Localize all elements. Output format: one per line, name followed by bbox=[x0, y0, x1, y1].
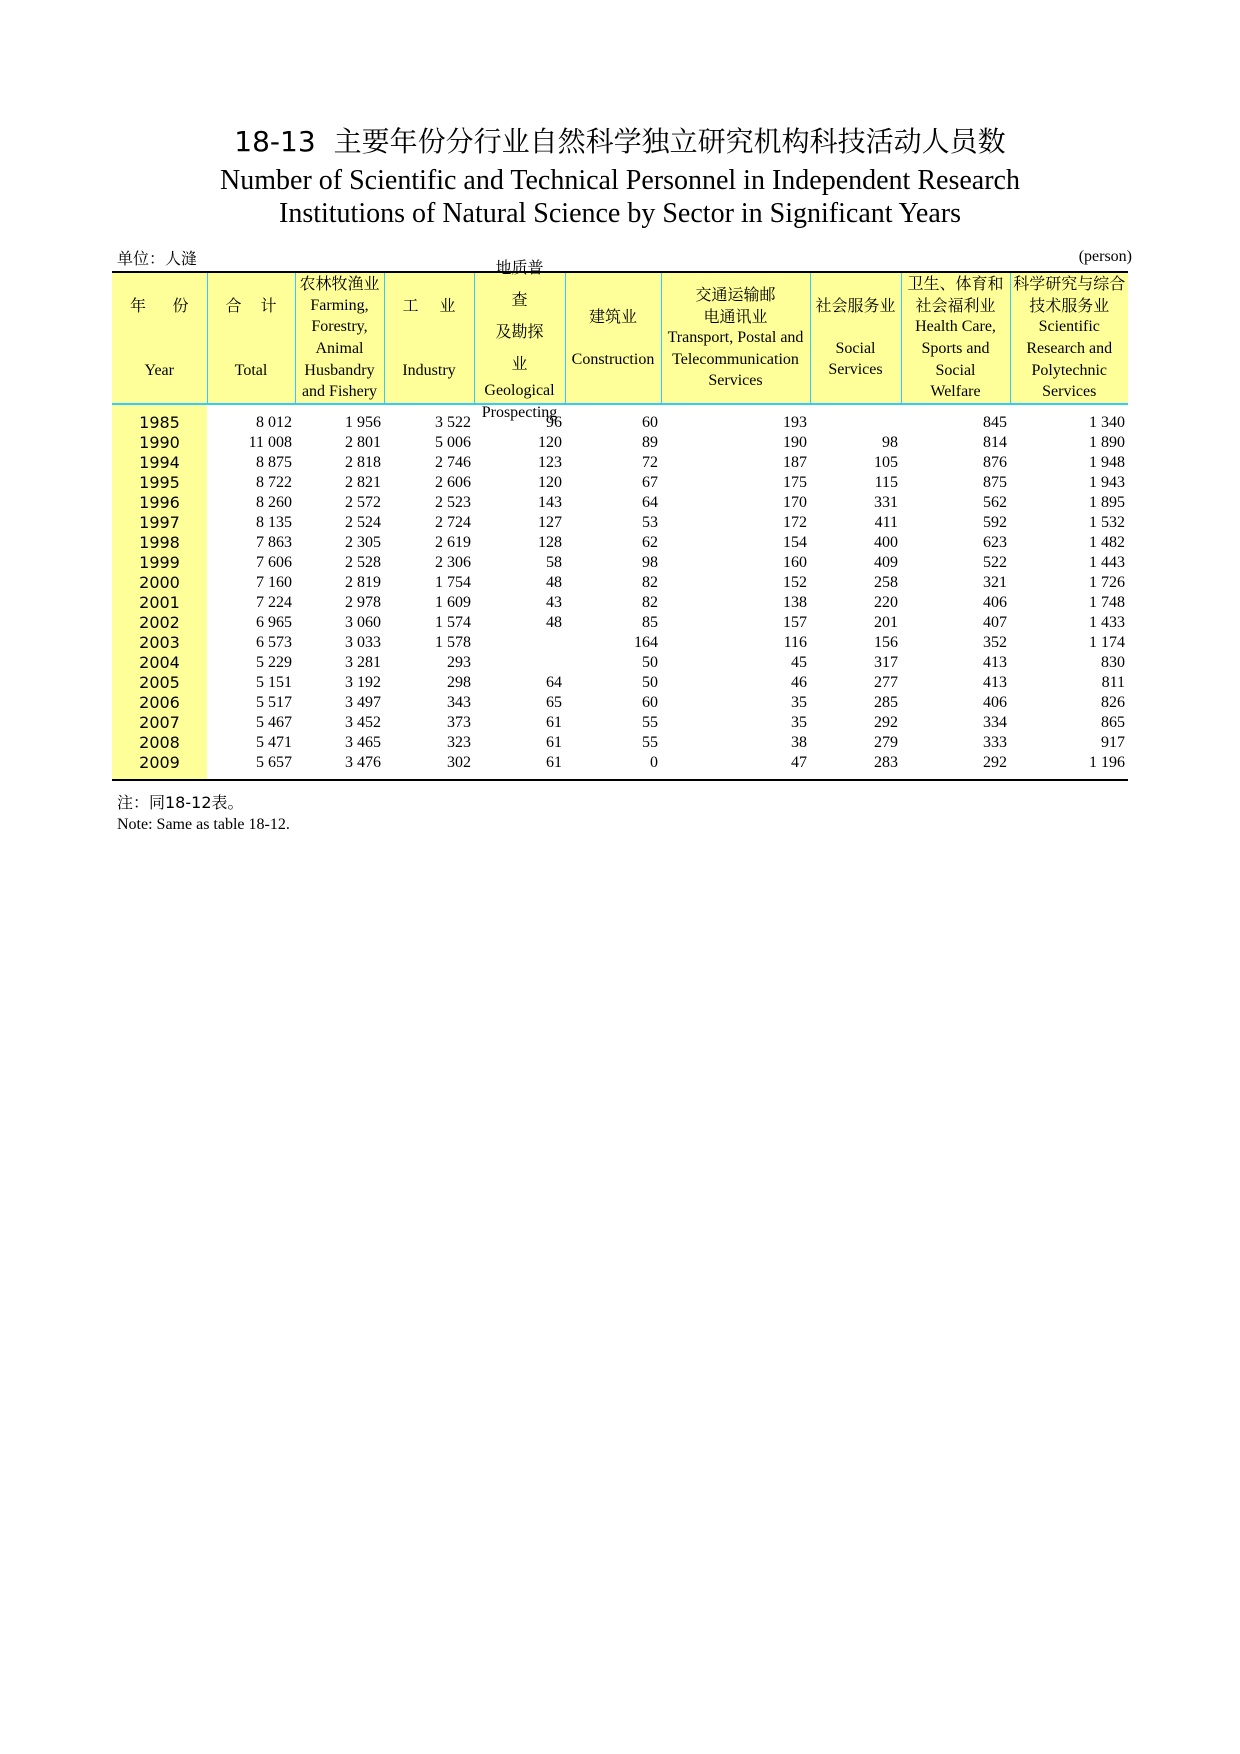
cell-farming: 2 819 bbox=[345, 574, 381, 591]
cell-farming: 3 033 bbox=[345, 634, 381, 651]
cell-year: 1985 bbox=[112, 413, 207, 433]
cell-industry: 302 bbox=[447, 754, 471, 771]
cell-geological: 64 bbox=[546, 674, 562, 691]
cell-construction: 60 bbox=[642, 414, 658, 431]
cell-year: 1996 bbox=[112, 493, 207, 513]
cell-social-services: 331 bbox=[874, 494, 898, 511]
header-scientific-research-cn: 科学研究与综合技术服务业 bbox=[1013, 274, 1126, 315]
cell-construction: 55 bbox=[642, 714, 658, 731]
cell-scientific-research: 811 bbox=[1101, 674, 1125, 691]
cell-geological: 61 bbox=[546, 754, 562, 771]
cell-social-services: 105 bbox=[874, 454, 898, 471]
cell-year: 2001 bbox=[112, 593, 207, 613]
cell-farming: 2 978 bbox=[345, 594, 381, 611]
header-social-services-en: Social Services bbox=[828, 339, 883, 379]
cell-total: 8 722 bbox=[256, 474, 292, 491]
cell-health-care: 623 bbox=[983, 534, 1007, 551]
cell-scientific-research: 1 895 bbox=[1089, 494, 1125, 511]
header-total bbox=[207, 272, 295, 404]
cell-farming: 3 497 bbox=[345, 694, 381, 711]
header-total-en: Total bbox=[234, 361, 268, 379]
cell-transport: 45 bbox=[791, 654, 807, 671]
cell-year: 2004 bbox=[112, 653, 207, 673]
cell-transport: 190 bbox=[783, 434, 807, 451]
cell-year: 1998 bbox=[112, 533, 207, 553]
cell-scientific-research: 1 726 bbox=[1089, 574, 1125, 591]
cell-year: 1995 bbox=[112, 473, 207, 493]
cell-year: 1994 bbox=[112, 453, 207, 473]
cell-year: 1990 bbox=[112, 433, 207, 453]
unit-label-en: (person) bbox=[1078, 248, 1132, 265]
cell-health-care: 845 bbox=[983, 414, 1007, 431]
cell-total: 5 657 bbox=[256, 754, 292, 771]
cell-transport: 154 bbox=[783, 534, 807, 551]
cell-social-services: 220 bbox=[874, 594, 898, 611]
header-social-services-cn: 社会服务业 bbox=[815, 296, 896, 316]
cell-industry: 2 523 bbox=[435, 494, 471, 511]
header-health-care-cn: 卫生、体育和社会福利业 bbox=[907, 274, 1004, 315]
cell-geological: 48 bbox=[546, 614, 562, 631]
cell-construction: 98 bbox=[642, 554, 658, 571]
cell-geological: 61 bbox=[546, 734, 562, 751]
header-geological-cn bbox=[475, 252, 565, 380]
cell-total: 7 160 bbox=[256, 574, 292, 591]
cell-scientific-research: 826 bbox=[1101, 694, 1125, 711]
cell-industry: 1 578 bbox=[435, 634, 471, 651]
header-farming-cn: 农林牧渔业 bbox=[299, 274, 380, 294]
cell-transport: 172 bbox=[783, 514, 807, 531]
cell-geological: 58 bbox=[546, 554, 562, 571]
cell-construction: 0 bbox=[650, 754, 658, 771]
cell-transport: 160 bbox=[783, 554, 807, 571]
header-farming-en: Farming, Forestry, Animal Husbandry and Fishery bbox=[301, 296, 378, 401]
cell-year: 2008 bbox=[112, 733, 207, 753]
cell-farming: 3 192 bbox=[345, 674, 381, 691]
unit-label-cn: 单位：人漨 bbox=[117, 249, 198, 268]
cell-social-services: 98 bbox=[882, 434, 898, 451]
cell-health-care: 875 bbox=[983, 474, 1007, 491]
cell-construction: 72 bbox=[642, 454, 658, 471]
cell-construction: 64 bbox=[642, 494, 658, 511]
cell-construction: 50 bbox=[642, 654, 658, 671]
cell-social-services: 258 bbox=[874, 574, 898, 591]
cell-year: 2002 bbox=[112, 613, 207, 633]
cell-health-care: 562 bbox=[983, 494, 1007, 511]
cell-transport: 35 bbox=[791, 714, 807, 731]
cell-social-services: 277 bbox=[874, 674, 898, 691]
cell-year: 2009 bbox=[112, 753, 207, 773]
cell-construction: 82 bbox=[642, 574, 658, 591]
cell-scientific-research: 1 174 bbox=[1089, 634, 1125, 651]
cell-farming: 3 060 bbox=[345, 614, 381, 631]
cell-industry: 293 bbox=[447, 654, 471, 671]
cell-geological: 143 bbox=[538, 494, 562, 511]
cell-geological: 120 bbox=[538, 474, 562, 491]
cell-transport: 138 bbox=[783, 594, 807, 611]
cell-health-care: 407 bbox=[983, 614, 1007, 631]
cell-farming: 2 818 bbox=[345, 454, 381, 471]
cell-social-services: 400 bbox=[874, 534, 898, 551]
cell-transport: 175 bbox=[783, 474, 807, 491]
table-row bbox=[112, 513, 1128, 533]
header-year-cn: 年 份 bbox=[130, 295, 189, 315]
cell-social-services: 156 bbox=[874, 634, 898, 651]
table-row bbox=[112, 653, 1128, 673]
cell-farming: 3 476 bbox=[345, 754, 381, 771]
cell-construction: 50 bbox=[642, 674, 658, 691]
cell-scientific-research: 1 196 bbox=[1089, 754, 1125, 771]
cell-health-care: 321 bbox=[983, 574, 1007, 591]
title-cn-text: 主要年份分行业自然科学独立研究机构科技活动人员数 bbox=[333, 125, 1006, 158]
cell-farming: 2 305 bbox=[345, 534, 381, 551]
cell-scientific-research: 1 948 bbox=[1089, 454, 1125, 471]
table-row bbox=[112, 473, 1128, 493]
cell-industry: 5 006 bbox=[435, 434, 471, 451]
cell-health-care: 292 bbox=[983, 754, 1007, 771]
header-farming bbox=[295, 272, 384, 404]
cell-farming: 3 452 bbox=[345, 714, 381, 731]
cell-transport: 46 bbox=[791, 674, 807, 691]
note-en: Note: Same as table 18-12. bbox=[117, 816, 290, 833]
header-health-care bbox=[901, 272, 1010, 404]
table-spacer-row bbox=[112, 404, 1128, 413]
cell-social-services: 115 bbox=[874, 474, 898, 491]
header-transport bbox=[661, 272, 810, 404]
cell-geological: 65 bbox=[546, 694, 562, 711]
cell-health-care: 334 bbox=[983, 714, 1007, 731]
cell-transport: 152 bbox=[783, 574, 807, 591]
cell-industry: 323 bbox=[447, 734, 471, 751]
header-social-services bbox=[810, 272, 901, 404]
cell-year: 2005 bbox=[112, 673, 207, 693]
cell-social-services: 283 bbox=[874, 754, 898, 771]
cell-scientific-research: 830 bbox=[1101, 654, 1125, 671]
header-geological-cn-line2: 及勘探业 bbox=[495, 322, 544, 374]
header-year-en: Year bbox=[144, 361, 174, 379]
cell-farming: 2 524 bbox=[345, 514, 381, 531]
table-row bbox=[112, 673, 1128, 693]
cell-industry: 1 754 bbox=[435, 574, 471, 591]
cell-health-care: 522 bbox=[983, 554, 1007, 571]
header-scientific-research bbox=[1010, 272, 1128, 404]
cell-year: 2007 bbox=[112, 713, 207, 733]
header-geological bbox=[474, 258, 565, 421]
cell-total: 5 151 bbox=[256, 674, 292, 691]
cell-construction: 85 bbox=[642, 614, 658, 631]
cell-farming: 2 572 bbox=[345, 494, 381, 511]
cell-health-care: 592 bbox=[983, 514, 1007, 531]
header-geological-en: Geological Prospecting bbox=[481, 382, 558, 421]
cell-industry: 2 619 bbox=[435, 534, 471, 551]
pad-cell bbox=[207, 773, 1128, 780]
pad-year-cell bbox=[112, 773, 207, 780]
cell-industry: 2 606 bbox=[435, 474, 471, 491]
cell-transport: 157 bbox=[783, 614, 807, 631]
cell-industry: 373 bbox=[447, 714, 471, 731]
cell-total: 8 012 bbox=[256, 414, 292, 431]
cell-farming: 1 956 bbox=[345, 414, 381, 431]
spacer-cell bbox=[207, 404, 1128, 413]
cell-transport: 116 bbox=[783, 634, 807, 651]
cell-health-care: 413 bbox=[983, 654, 1007, 671]
page-title-cn bbox=[0, 124, 1240, 160]
cell-scientific-research: 1 943 bbox=[1089, 474, 1125, 491]
cell-transport: 193 bbox=[783, 414, 807, 431]
cell-geological: 123 bbox=[538, 454, 562, 471]
cell-industry: 1 574 bbox=[435, 614, 471, 631]
table-row bbox=[112, 493, 1128, 513]
cell-health-care: 406 bbox=[983, 694, 1007, 711]
header-scientific-research-en: Scientific Research and Polytechnic Services bbox=[1026, 318, 1113, 401]
cell-geological bbox=[474, 653, 565, 673]
cell-farming: 3 465 bbox=[345, 734, 381, 751]
cell-health-care: 333 bbox=[983, 734, 1007, 751]
cell-social-services: 201 bbox=[874, 614, 898, 631]
cell-total: 7 863 bbox=[256, 534, 292, 551]
cell-transport: 187 bbox=[783, 454, 807, 471]
cell-health-care: 406 bbox=[983, 594, 1007, 611]
cell-total: 8 260 bbox=[256, 494, 292, 511]
cell-scientific-research: 1 340 bbox=[1089, 414, 1125, 431]
cell-scientific-research: 917 bbox=[1101, 734, 1125, 751]
table-row bbox=[112, 613, 1128, 633]
cell-social-services: 285 bbox=[874, 694, 898, 711]
cell-scientific-research: 1 482 bbox=[1089, 534, 1125, 551]
header-transport-en: Transport, Postal and Telecommunication Services bbox=[667, 329, 804, 390]
cell-scientific-research: 865 bbox=[1101, 714, 1125, 731]
cell-social-services: 409 bbox=[874, 554, 898, 571]
cell-industry: 343 bbox=[447, 694, 471, 711]
cell-total: 8 875 bbox=[256, 454, 292, 471]
header-year bbox=[112, 272, 207, 404]
cell-total: 8 135 bbox=[256, 514, 292, 531]
cell-total: 5 467 bbox=[256, 714, 292, 731]
cell-industry: 1 609 bbox=[435, 594, 471, 611]
cell-geological: 61 bbox=[546, 714, 562, 731]
cell-construction: 67 bbox=[642, 474, 658, 491]
table-row bbox=[112, 433, 1128, 453]
cell-year: 1997 bbox=[112, 513, 207, 533]
cell-industry: 2 306 bbox=[435, 554, 471, 571]
cell-health-care: 876 bbox=[983, 454, 1007, 471]
header-transport-cn: 交通运输邮电通讯业 bbox=[695, 285, 776, 326]
table-row bbox=[112, 533, 1128, 553]
cell-social-services: 317 bbox=[874, 654, 898, 671]
header-industry bbox=[384, 272, 474, 404]
header-construction-cn: 建筑业 bbox=[588, 306, 637, 326]
cell-construction: 89 bbox=[642, 434, 658, 451]
header-construction bbox=[565, 272, 661, 404]
cell-total: 5 517 bbox=[256, 694, 292, 711]
cell-construction: 55 bbox=[642, 734, 658, 751]
cell-social-services: 279 bbox=[874, 734, 898, 751]
cell-social-services bbox=[810, 413, 901, 433]
cell-scientific-research: 1 748 bbox=[1089, 594, 1125, 611]
cell-scientific-research: 1 443 bbox=[1089, 554, 1125, 571]
page-title-en-line1: Number of Scientific and Technical Personnel in Independent Research bbox=[220, 165, 1020, 196]
cell-transport: 47 bbox=[791, 754, 807, 771]
spacer-year-cell bbox=[112, 404, 207, 413]
cell-social-services: 292 bbox=[874, 714, 898, 731]
cell-total: 11 008 bbox=[248, 434, 292, 451]
cell-total: 6 573 bbox=[256, 634, 292, 651]
cell-health-care: 814 bbox=[983, 434, 1007, 451]
note-cn: 注：同18-12表。 bbox=[117, 793, 244, 812]
cell-construction: 53 bbox=[642, 514, 658, 531]
cell-scientific-research: 1 433 bbox=[1089, 614, 1125, 631]
cell-total: 7 224 bbox=[256, 594, 292, 611]
cell-geological: 128 bbox=[538, 534, 562, 551]
cell-industry: 298 bbox=[447, 674, 471, 691]
cell-geological bbox=[474, 633, 565, 653]
cell-scientific-research: 1 890 bbox=[1089, 434, 1125, 451]
cell-industry: 2 724 bbox=[435, 514, 471, 531]
table-number: 18-13 bbox=[234, 125, 316, 158]
header-industry-cn: 工 业 bbox=[402, 295, 456, 315]
cell-industry: 3 522 bbox=[435, 414, 471, 431]
cell-total: 5 471 bbox=[256, 734, 292, 751]
page-title-en-line2: Institutions of Natural Science by Sector in Significant Years bbox=[279, 198, 961, 229]
table-row bbox=[112, 573, 1128, 593]
header-geological-cn-line1: 地质普查 bbox=[495, 258, 544, 310]
header-health-care-en: Health Care, Sports and Social Welfare bbox=[915, 318, 996, 401]
cell-construction: 164 bbox=[634, 634, 658, 651]
cell-transport: 170 bbox=[783, 494, 807, 511]
table-row bbox=[112, 753, 1128, 773]
cell-total: 5 229 bbox=[256, 654, 292, 671]
cell-farming: 2 528 bbox=[345, 554, 381, 571]
table-row bbox=[112, 413, 1128, 433]
cell-social-services: 411 bbox=[874, 514, 898, 531]
header-construction-en: Construction bbox=[571, 350, 655, 368]
table-row bbox=[112, 633, 1128, 653]
cell-year: 1999 bbox=[112, 553, 207, 573]
cell-construction: 62 bbox=[642, 534, 658, 551]
cell-geological: 120 bbox=[538, 434, 562, 451]
cell-health-care: 352 bbox=[983, 634, 1007, 651]
header-industry-en: Industry bbox=[402, 361, 456, 379]
cell-total: 6 965 bbox=[256, 614, 292, 631]
cell-year: 2006 bbox=[112, 693, 207, 713]
cell-construction: 60 bbox=[642, 694, 658, 711]
cell-year: 2000 bbox=[112, 573, 207, 593]
table-row bbox=[112, 593, 1128, 613]
cell-geological: 127 bbox=[538, 514, 562, 531]
cell-health-care: 413 bbox=[983, 674, 1007, 691]
cell-year: 2003 bbox=[112, 633, 207, 653]
table-body bbox=[112, 404, 1128, 780]
cell-transport: 38 bbox=[791, 734, 807, 751]
cell-geological: 43 bbox=[546, 594, 562, 611]
cell-farming: 2 801 bbox=[345, 434, 381, 451]
header-total-cn: 合 计 bbox=[225, 295, 277, 315]
table-row bbox=[112, 693, 1128, 713]
table-row bbox=[112, 733, 1128, 753]
cell-geological: 96 bbox=[546, 414, 562, 431]
table-row bbox=[112, 713, 1128, 733]
cell-construction: 82 bbox=[642, 594, 658, 611]
cell-geological: 48 bbox=[546, 574, 562, 591]
cell-industry: 2 746 bbox=[435, 454, 471, 471]
table-row bbox=[112, 453, 1128, 473]
cell-total: 7 606 bbox=[256, 554, 292, 571]
table-row bbox=[112, 553, 1128, 573]
cell-transport: 35 bbox=[791, 694, 807, 711]
cell-scientific-research: 1 532 bbox=[1089, 514, 1125, 531]
table-bottom-pad-row bbox=[112, 773, 1128, 780]
cell-farming: 2 821 bbox=[345, 474, 381, 491]
table-header-row bbox=[112, 272, 1128, 404]
cell-farming: 3 281 bbox=[345, 654, 381, 671]
